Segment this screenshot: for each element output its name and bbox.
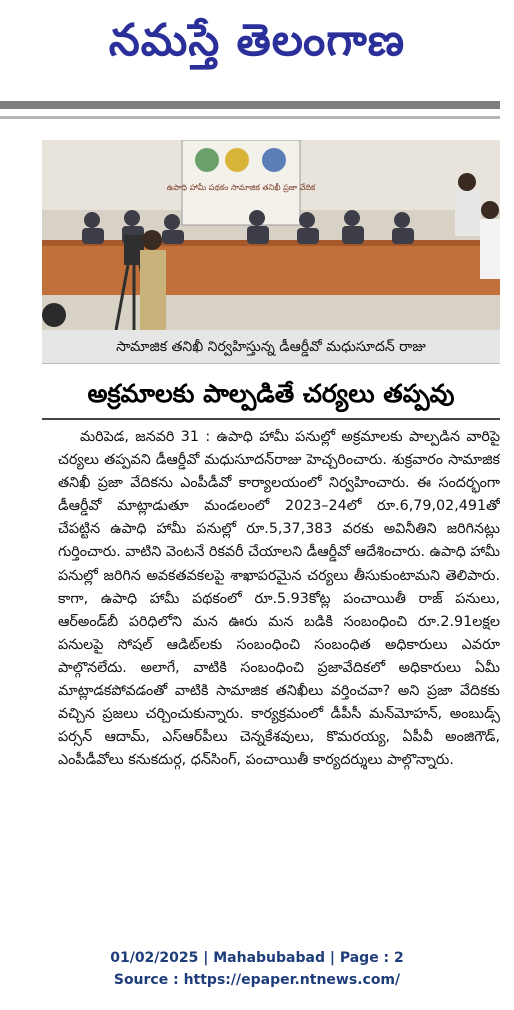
masthead-rule-thick xyxy=(0,101,500,109)
article-headline: అక్రమాలకు పాల్పడితే చర్యలు తప్పవు xyxy=(87,379,455,408)
newspaper-masthead: నమస్తే తెలంగాణ xyxy=(108,15,406,66)
meeting-photo-illustration xyxy=(42,140,500,330)
headline-underline xyxy=(42,418,500,420)
photo-caption: సామాజిక తనిఖీ నిర్వహిస్తున్న డీఆర్డీవో మధుసూదన్ రాజు xyxy=(42,330,500,364)
footer-source-link[interactable]: Source : https://epaper.ntnews.com/ xyxy=(113,972,401,988)
news-photo xyxy=(42,140,500,330)
masthead-rule-thin xyxy=(0,116,500,119)
footer-date-line: 01/02/2025 | Mahabubabad | Page : 2 xyxy=(110,950,404,966)
banner-text: ఉపాధి హామీ పథకం సామాజిక తనిఖీ ప్రజా వేదిక xyxy=(166,183,316,192)
article-body: మరిపెడ, జనవరి 31 : ఉపాధి హామీ పనుల్లో అక్రమాలకు పాల్పడిన వారిపై చర్యలు తప్పవని డీఆర్డీవో మధుసూదన్‌రాజు హెచ్చరించారు. శుక్రవారం సామాజిక తనిఖీ ప్రజా వేదికను ఎంపీడీవో కార్యాలయంలో నిర్వహించారు. ఈ సందర్భంగా డీఆర్డీవో మాట్లాడుతూ మండలంలో 2023–24లో రూ.6,79,02,491తో చేపట్టిన ఉపాధి హామీ పనుల్లో రూ.5,37,383 వరకు అవినీతిని జరిగినట్లు గుర్తించారు. వాటిని వెంటనే రికవరీ చేయాలని డీఆర్డీవో ఆదేశించారు. ఉపాధి హామీ పనుల్లో జరిగిన అవకతవకలపై శాఖాపరమైన చర్యలు తీసుకుంటామని తెలిపారు. కాగా, ఉపాధి హామీ పథకంలో రూ.5.93కోట్ల పంచాయితీ రాజ్ పనులు, ఆర్అండ్‌బీ పరిధిలోని మన ఊరు మన బడికి సంబంధించి రూ.2.91లక్షల పనులపై సోషల్ ఆడిట్‌లకు సంబంధించి సంబంధిత అధికారులు ఎవరూ పాల్గొనలేదు. అలాగే, వాటికి సంబంధించి ప్రజావేదికలో అధికారులు ఏమీ మాట్లాడకపోవడంతో వాటికి సామాజిక తనిఖీలు వర్తించవా? అని ప్రజా వేదికకు వచ్చిన ప్రజలు చర్చించుకున్నారు. కార్యక్రమంలో డీపీసీ మన్‌మోహన్, అంబుడ్స్ పర్సన్ ఆదామ్, ఎస్ఆర్‌పీలు చెన్నకేశవులు, కొమరయ్య, ఏపీవీ అంజిగౌడ్, ఎంపీడీవోలు కనుకదుర్గ, ధన్‌సింగ్, పంచాయితీ కార్యదర్శులు పాల్గొన్నారు. xyxy=(58,429,500,769)
